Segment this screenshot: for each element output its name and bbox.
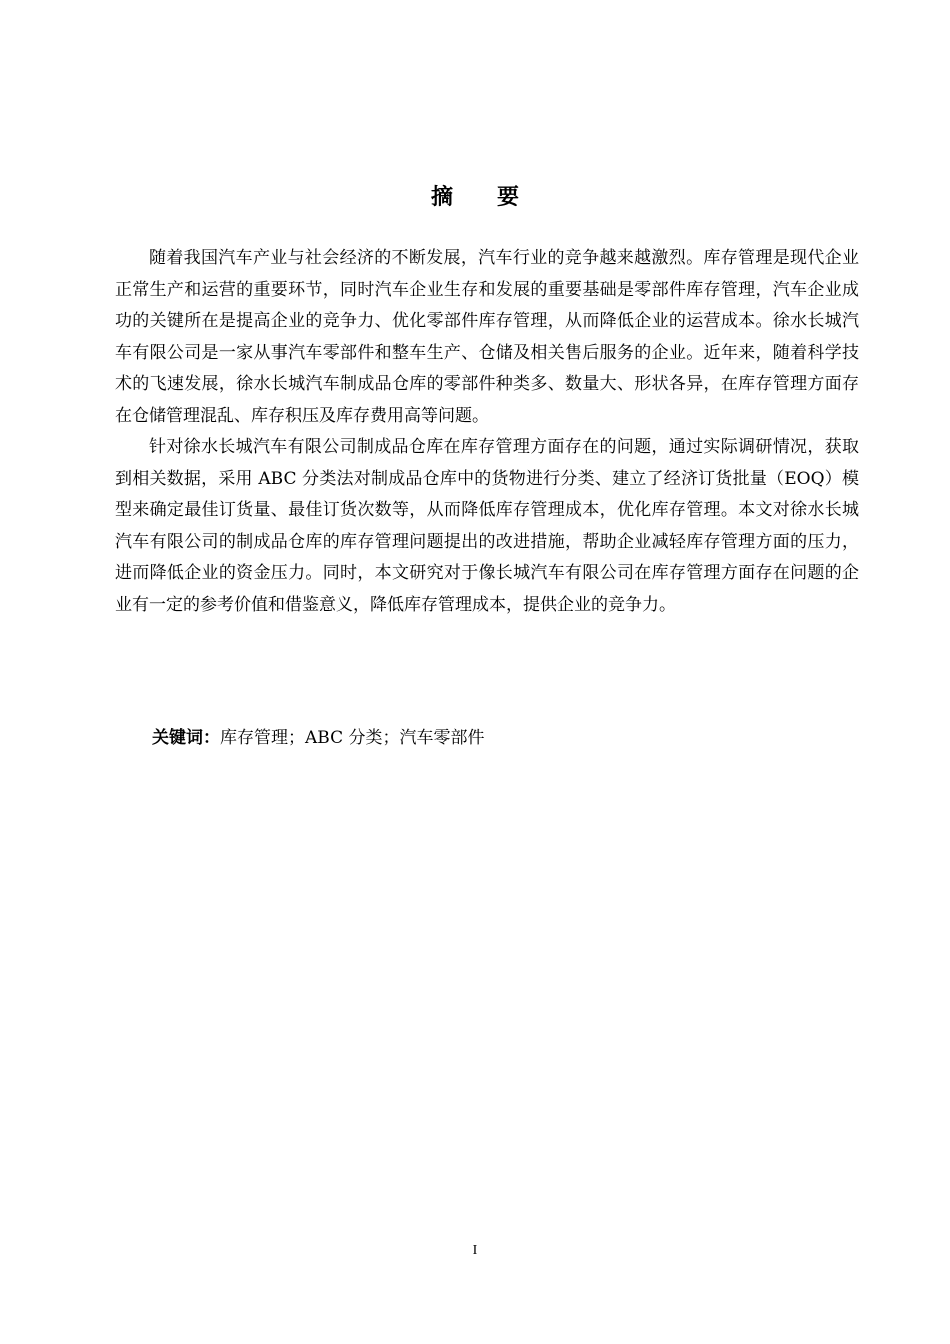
abstract-paragraph-1: 随着我国汽车产业与社会经济的不断发展，汽车行业的竞争越来越激烈。库存管理是现代企业正常生产和运营的重要环节，同时汽车企业生存和发展的重要基础是零部件库存管理，汽车企业成功的关键所在是提高企业的竞争力、优化零部件库存管理，从而降低企业的运营成本。徐水长城汽车有限公司是一家从事汽车零部件和整车生产、仓储及相关售后服务的企业。近年来，随着科学技术的飞速发展，徐水长城汽车制成品仓库的零部件种类多、数量大、形状各异，在库存管理方面存在仓储管理混乱、库存积压及库存费用高等问题。 xyxy=(115,248,859,426)
title-char-2: 要 xyxy=(497,185,520,210)
keywords-line xyxy=(152,723,485,755)
abstract-title xyxy=(0,180,950,211)
abstract-paragraph-2: 针对徐水长城汽车有限公司制成品仓库在库存管理方面存在的问题，通过实际调研情况，获取到相关数据，采用 ABC 分类法对制成品仓库中的货物进行分类、建立了经济订货批量（EOQ）模型来确定最佳订货量、最佳订货次数等，从而降低库存管理成本，优化库存管理。本文对徐水长城汽车有限公司的制成品仓库的库存管理问题提出的改进措施，帮助企业减轻库存管理方面的压力，进而降低企业的资金压力。同时，本文研究对于像长城汽车有限公司在库存管理方面存在问题的企业有一定的参考价值和借鉴意义，降低库存管理成本，提供企业的竞争力。 xyxy=(115,437,859,615)
keywords-label: 关键词： xyxy=(152,728,220,748)
keywords-value: 库存管理；ABC 分类；汽车零部件 xyxy=(220,728,485,748)
abstract-body xyxy=(115,243,859,621)
title-char-1: 摘 xyxy=(430,185,453,210)
page-number: I xyxy=(472,1243,478,1258)
